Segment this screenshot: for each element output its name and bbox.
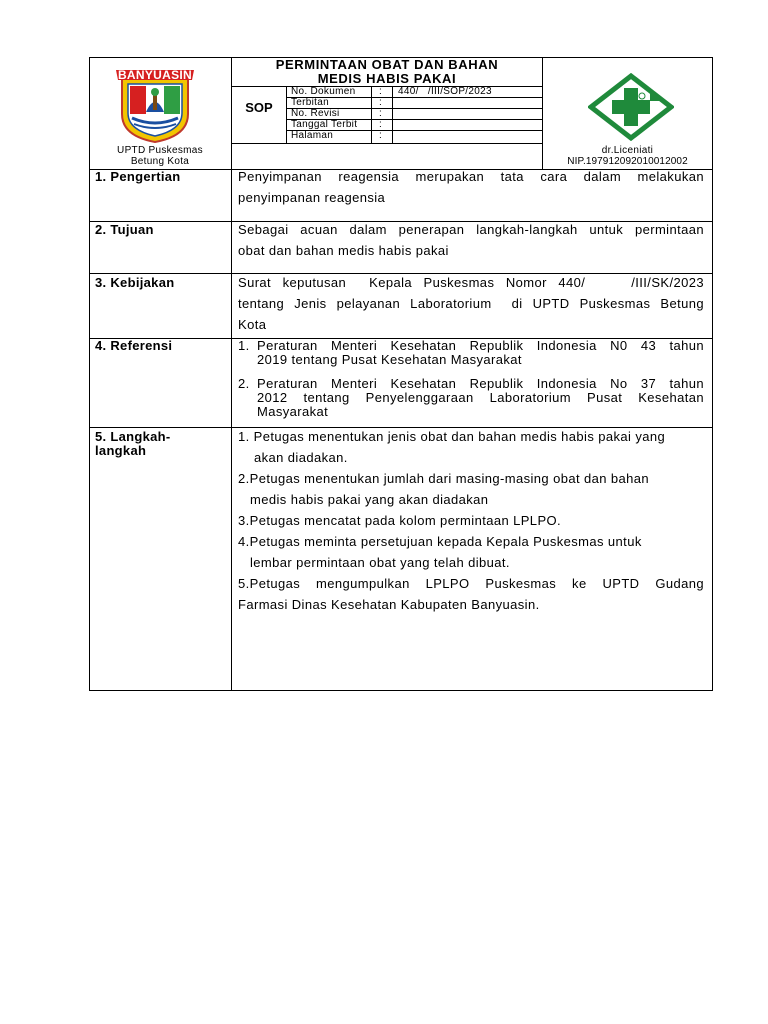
title-line-2: MEDIS HABIS PAKAI: [317, 71, 457, 86]
meta-label-no-dokumen: No. Dokumen: [291, 86, 356, 97]
meta-sep: :: [379, 108, 383, 119]
banyuasin-logo: [110, 66, 200, 146]
section-label: 1. Pengertian: [95, 169, 181, 184]
reference-text-line: Peraturan Menteri Kesehatan Republik Indonesia No 37 tahun: [257, 376, 704, 391]
step-line: 3.Petugas mencatat pada kolom permintaan LPLPO.: [238, 513, 562, 528]
section-text-line: Sebagai acuan dalam penerapan langkah-langkah untuk permintaan: [238, 222, 704, 237]
meta-label-tanggal-terbit: Tanggal Terbit: [291, 119, 358, 130]
step-line: 5.Petugas mengumpulkan LPLPO Puskesmas ke UPTD Gudang: [238, 576, 704, 591]
meta-sep: :: [379, 130, 383, 141]
logo-text: BANYUASIN: [117, 68, 193, 82]
title-line-1: PERMINTAAN OBAT DAN BAHAN: [275, 57, 499, 72]
section-text-line: Kota: [238, 317, 267, 332]
meta-label-no-revisi: No. Revisi: [291, 108, 340, 119]
step-line: 2.Petugas menentukan jumlah dari masing-masing obat dan bahan: [238, 471, 650, 486]
meta-label-terbitan: Terbitan: [291, 97, 329, 108]
section-label: 2. Tujuan: [95, 222, 154, 237]
section-text-line: penyimpanan reagensia: [238, 190, 386, 205]
section-label-line-2: langkah: [95, 443, 147, 458]
reference-text-line: 2012 tentang Penyelenggaraan Laboratorium Pusat Kesehatan: [257, 390, 704, 405]
reference-number: 1.: [238, 338, 250, 353]
section-text-line: tentang Jenis pelayanan Laboratorium di UPTD Puskesmas Betung: [238, 296, 704, 311]
section-text-line: obat dan bahan medis habis pakai: [238, 243, 449, 258]
org-name-line-2: Betung Kota: [130, 156, 190, 167]
signer-name: dr.Liceniati: [601, 145, 654, 156]
section-label: 3. Kebijakan: [95, 275, 175, 290]
reference-text-line: Peraturan Menteri Kesehatan Republik Indonesia N0 43 tahun: [257, 338, 704, 353]
sop-label: SOP: [245, 100, 273, 115]
meta-sep: :: [379, 119, 383, 130]
step-line: Farmasi Dinas Kesehatan Kabupaten Banyuasin.: [238, 597, 540, 612]
puskesmas-green-cross-logo-icon: [588, 73, 674, 141]
section-label-line-1: 5. Langkah-: [95, 429, 171, 444]
meta-value-no-dokumen: 440/ /III/SOP/2023: [398, 86, 492, 97]
step-line: 1. Petugas menentukan jenis obat dan bahan medis habis pakai yang: [238, 429, 666, 444]
reference-number: 2.: [238, 376, 250, 391]
step-line: akan diadakan.: [254, 450, 348, 465]
meta-sep: :: [379, 97, 383, 108]
meta-label-halaman: Halaman: [291, 130, 334, 141]
step-line: lembar permintaan obat yang telah dibuat.: [250, 555, 510, 570]
step-line: medis habis pakai yang akan diadakan: [250, 492, 489, 507]
section-text-line: Penyimpanan reagensia merupakan tata cara dalam melakukan: [238, 169, 704, 184]
meta-sep: :: [379, 86, 383, 97]
puskesmas-logo: [588, 73, 674, 141]
section-label: 4. Referensi: [95, 338, 173, 353]
reference-text-line: 2019 tentang Pusat Kesehatan Masyarakat: [257, 352, 522, 367]
step-line: 4.Petugas meminta persetujuan kepada Kepala Puskesmas untuk: [238, 534, 642, 549]
signer-nip: NIP.197912092010012002: [567, 156, 688, 167]
reference-text-line: Masyarakat: [257, 404, 329, 419]
section-text-line: Surat keputusan Kepala Puskesmas Nomor 440/ /III/SK/2023: [238, 275, 704, 290]
org-name-line-1: UPTD Puskesmas: [117, 145, 203, 156]
